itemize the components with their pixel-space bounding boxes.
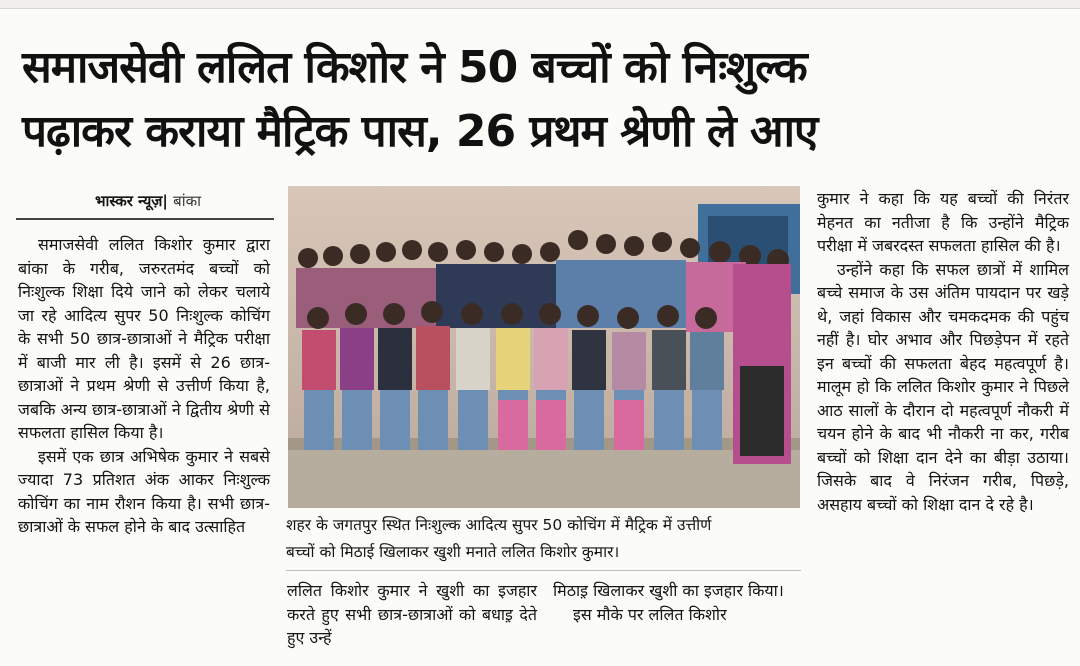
article-paragraph: कुमार ने कहा कि यह बच्चों की निरंतर मेहनत का नतीजा है कि उन्होंने मैट्रिक परीक्षा में जबरदस्त सफलता हासिल की है। — [817, 189, 1069, 255]
headline-line-2: पढ़ाकर कराया मैट्रिक पास, 26 प्रथम श्रेणी ले आए — [22, 106, 818, 157]
article-paragraph: मिठाइ़ खिलाकर खुशी का इजहार किया। — [553, 581, 784, 600]
photo-caption — [286, 512, 801, 571]
byline — [95, 191, 201, 211]
byline-separator: | — [162, 192, 168, 210]
byline-agency: भास्कर न्यूज़ — [95, 192, 163, 210]
article-paragraph: इस मौके पर ललित किशोर — [573, 604, 727, 624]
headline-line-1: समाजसेवी ललित किशोर ने 50 बच्चों को निःशुल्क — [22, 42, 807, 93]
byline-rule — [16, 218, 274, 220]
photo-caption-line-2: बच्चों को मिठाई खिलाकर खुशी मनाते ललित किशोर कुमार। — [286, 543, 620, 561]
article-column-2b — [553, 579, 799, 626]
article-column-3 — [817, 187, 1069, 516]
article-column-2a — [287, 579, 537, 650]
article-paragraph: इसमें एक छात्र अभिषेक कुमार ने सबसे ज्यादा 73 प्रतिशत अंक आकर निःशुल्क कोचिंग का नाम रौशन किया है। सभी छात्र-छात्राओं के सफल होने के बाद उत्साहित — [18, 446, 270, 536]
page-top-edge — [0, 0, 1080, 9]
article-paragraph: समाजसेवी ललित किशोर कुमार द्वारा बांका के गरीब, जरुरतमंद बच्चों को निःशुल्क शिक्षा दिये जाने को लेकर चलाये जा रहे आदित्य सुपर 50 निःशुल्क कोचिंग के सभी 50 छात्र-छात्राओं ने मैट्रिक परीक्षा में बाजी मार ली है। इसमें से 26 छात्र-छात्राओं ने प्रथम श्रेणी से उत्तीर्ण किया है, जबकि अन्य छात्र-छात्राओं ने द्वितीय श्रेणी से सफलता हासिल किया है। — [18, 235, 270, 442]
article-paragraph: ललित किशोर कुमार ने खुशी का इजहार करते हुए सभी छात्र-छात्राओं को बधाइ़ देते हुए उन्हें — [287, 581, 537, 647]
article-column-1 — [18, 233, 270, 539]
headline — [22, 36, 1062, 164]
article-paragraph: उन्होंने कहा कि सफल छात्रों में शामिल बच्चे समाज के उस अंतिम पायदान पर खड़े थे, जहां विकास और चमकदमक की पहुंच नहीं है। घोर अभाव और पिछड़ेपन में रहते इन बच्चों की सफलता बेहद महत्वपूर्ण है। मालूम हो कि ललित किशोर कुमार ने पिछले आठ सालों के दौरान दो महत्वपूर्ण नौकरी में चयन होने के बाद भी नौकरी ना कर, गरीब बच्चों को शिक्षा दान देने का बीड़ा उठाया। जिसके बाद वे निरंजन गरीब, पिछड़े, असहाय बच्चों को शिक्षा दान दे रहे है। — [817, 259, 1069, 514]
group-photo-illustration — [288, 186, 800, 508]
group-photo — [288, 186, 800, 508]
byline-place: बांका — [173, 192, 201, 210]
photo-caption-line-1: शहर के जगतपुर स्थित निःशुल्क आदित्य सुपर 50 कोचिंग में मैट्रिक में उत्तीर्ण — [286, 516, 712, 534]
